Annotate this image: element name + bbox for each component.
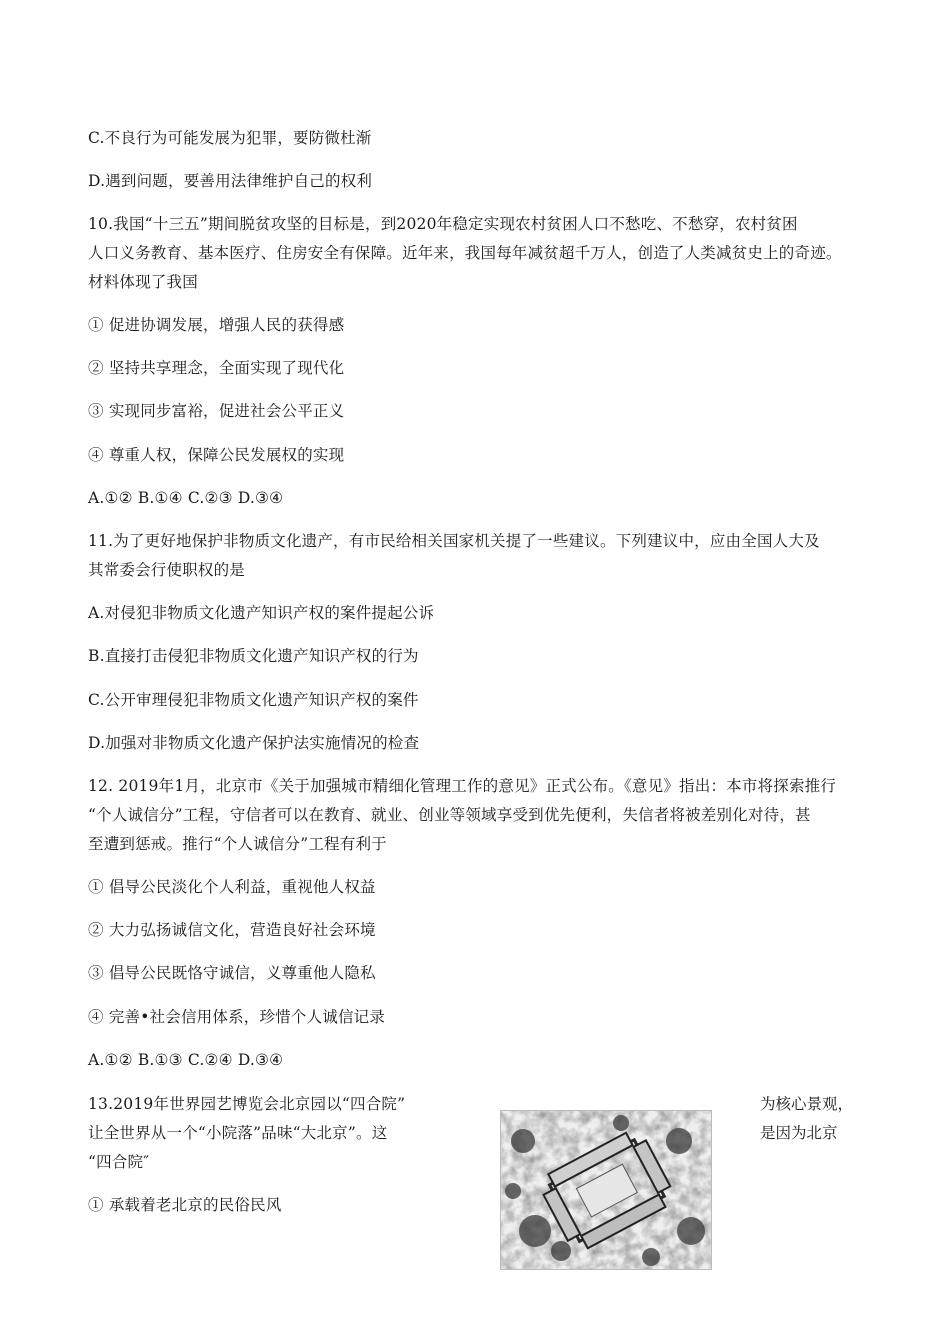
q11-option-a: A.对侵犯非物质文化遗产知识产权的案件提起公诉 (88, 604, 435, 622)
q12-statement-2: ② 大力弘扬诚信文化，营造良好社会环境 (88, 921, 376, 939)
q13-stem-line-2-right: 是因为北京 (760, 1124, 838, 1142)
q12-statement-1: ① 倡导公民淡化个人利益，重视他人权益 (88, 878, 376, 896)
q11-stem-line-1: 11.为了更好地保护非物质文化遗产，有市民给相关国家机关提了一些建议。下列建议中，应由全国人大及 (88, 532, 820, 550)
siheyuan-photo (500, 1110, 712, 1270)
q12-statement-4: ④ 完善•社会信用体系，珍惜个人诚信记录 (88, 1008, 386, 1026)
q10-statement-3: ③ 实现同步富裕，促进社会公平正义 (88, 402, 345, 420)
q9-option-d: D.遇到问题，要善用法律维护自己的权利 (88, 172, 373, 190)
q10-stem-line-1: 10.我国“十三五”期间脱贫攻坚的目标是，到2020年稳定实现农村贫困人口不愁吃、不愁穿，农村贫困 (88, 215, 798, 233)
q11-option-c: C.公开审理侵犯非物质文化遗产知识产权的案件 (88, 691, 419, 709)
q10-statement-2: ② 坚持共享理念，全面实现了现代化 (88, 359, 345, 377)
q13-statement-1: ① 承载着老北京的民俗民风 (88, 1196, 282, 1214)
q11-stem-line-2: 其常委会行使职权的是 (88, 561, 246, 579)
q10-statement-1: ① 促进协调发展，增强人民的获得感 (88, 316, 345, 334)
q11-option-d: D.加强对非物质文化遗产保护法实施情况的检查 (88, 734, 420, 752)
q11-option-b: B.直接打击侵犯非物质文化遗产知识产权的行为 (88, 647, 419, 665)
q10-choices: A.①② B.①④ C.②③ D.③④ (88, 489, 284, 507)
q9-option-c: C.不良行为可能发展为犯罪，要防微杜渐 (88, 129, 372, 147)
siheyuan-aerial-image (501, 1111, 711, 1269)
q10-stem-line-2: 人口义务教育、基本医疗、住房安全有保障。近年来，我国每年减贫超千万人，创造了人类减贫史上的奇迹。 (88, 244, 842, 262)
q13-stem-line-3: “四合院″ (88, 1153, 150, 1171)
q13-stem-line-1-left: 13.2019年世界园艺博览会北京园以“四合院” (88, 1095, 406, 1113)
q12-statement-3: ③ 倡导公民既恪守诚信，义尊重他人隐私 (88, 964, 376, 982)
q12-stem-line-3: 至遭到惩戒。推行“个人诚信分”工程有利于 (88, 835, 387, 853)
q13-stem-line-1-right: 为核心景观， (760, 1095, 854, 1113)
q10-statement-4: ④ 尊重人权，保障公民发展权的实现 (88, 446, 345, 464)
q12-stem-line-1: 12. 2019年1月，北京市《关于加强城市精细化管理工作的意见》正式公布。《意见》指出：本市将探索推行 (88, 777, 837, 795)
q12-stem-line-2: “个人诚信分”工程，守信者可以在教育、就业、创业等领域享受到优先便利，失信者将被差别化对待，甚 (88, 806, 811, 824)
q10-stem-line-3: 材料体现了我国 (88, 273, 198, 291)
q12-choices: A.①② B.①③ C.②④ D.③④ (88, 1051, 284, 1069)
q13-stem-line-2-left: 让全世界从一个“小院落”品味“大北京”。这 (88, 1124, 388, 1142)
